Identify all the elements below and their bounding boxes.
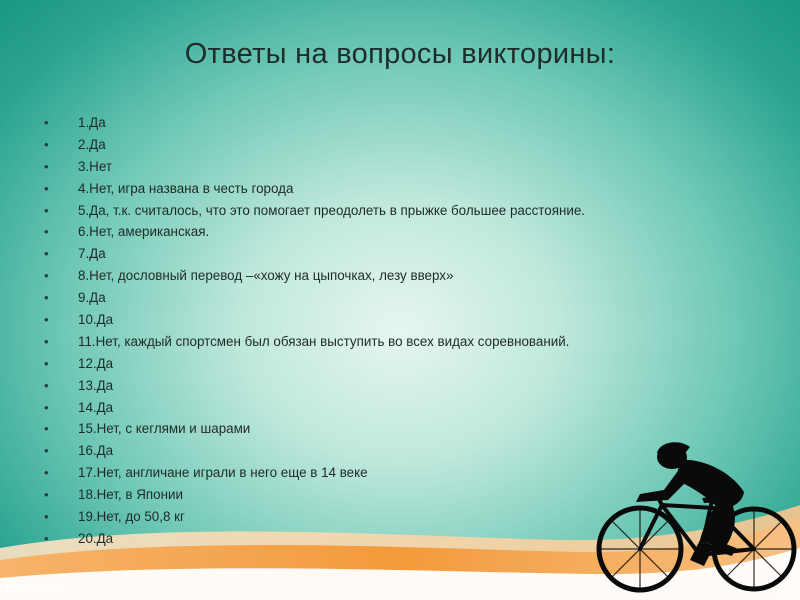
bullet: •: [44, 158, 49, 174]
bullet: •: [44, 355, 49, 371]
bullet: •: [44, 399, 49, 415]
answer-text: 3.Нет: [78, 158, 112, 174]
bullet: •: [44, 443, 49, 459]
bullet: •: [44, 268, 49, 284]
bullet: •: [44, 224, 49, 240]
bullet: •: [44, 509, 49, 525]
bullet: •: [44, 290, 49, 306]
answer-text: 4.Нет, игра названа в честь города: [78, 180, 294, 196]
answer-text: 2.Да: [78, 136, 106, 152]
answer-text: 12.Да: [78, 355, 114, 371]
slide-title: Ответы на вопросы викторины:: [184, 38, 616, 70]
answer-text: 13.Да: [78, 377, 114, 393]
footer-watermark: fppt.com: [5, 580, 64, 595]
bullet: •: [44, 246, 49, 262]
answer-text: 18.Нет, в Японии: [78, 487, 183, 503]
answer-text: 19.Нет, до 50,8 кг: [78, 509, 185, 525]
answer-text: 14.Да: [78, 399, 114, 415]
answer-text: 10.Да: [78, 312, 114, 328]
answer-text: 20.Да: [78, 530, 114, 546]
bullet: •: [44, 180, 49, 196]
answer-text: 16.Да: [78, 443, 114, 459]
bullet: •: [44, 115, 49, 130]
answer-text: 17.Нет, англичане играли в него еще в 14 веке: [78, 465, 368, 481]
answer-text: 9.Да: [78, 290, 106, 306]
bullet: •: [44, 465, 49, 481]
answer-text: 5.Да, т.к. считалось, что это помогает преодолеть в прыжке большее расстояние.: [78, 202, 585, 218]
bullet: •: [44, 421, 49, 437]
bullet: •: [44, 530, 49, 546]
bullet: •: [44, 333, 49, 349]
bullet: •: [44, 487, 49, 503]
answer-text: 7.Да: [78, 246, 106, 262]
answer-text: 15.Нет, с кеглями и шарами: [78, 421, 251, 437]
bullet: •: [44, 202, 49, 218]
answer-text: 11.Нет, каждый спортсмен был обязан выступить во всех видах соревнований.: [78, 333, 570, 349]
answer-text: 6.Нет, американская.: [78, 224, 210, 240]
answer-text: 1.Да: [78, 115, 106, 130]
bullet: •: [44, 377, 49, 393]
answer-text: 8.Нет, дословный перевод –«хожу на цыпочках, лезу вверх»: [78, 268, 454, 284]
bullet: •: [44, 136, 49, 152]
bullet: •: [44, 312, 49, 328]
